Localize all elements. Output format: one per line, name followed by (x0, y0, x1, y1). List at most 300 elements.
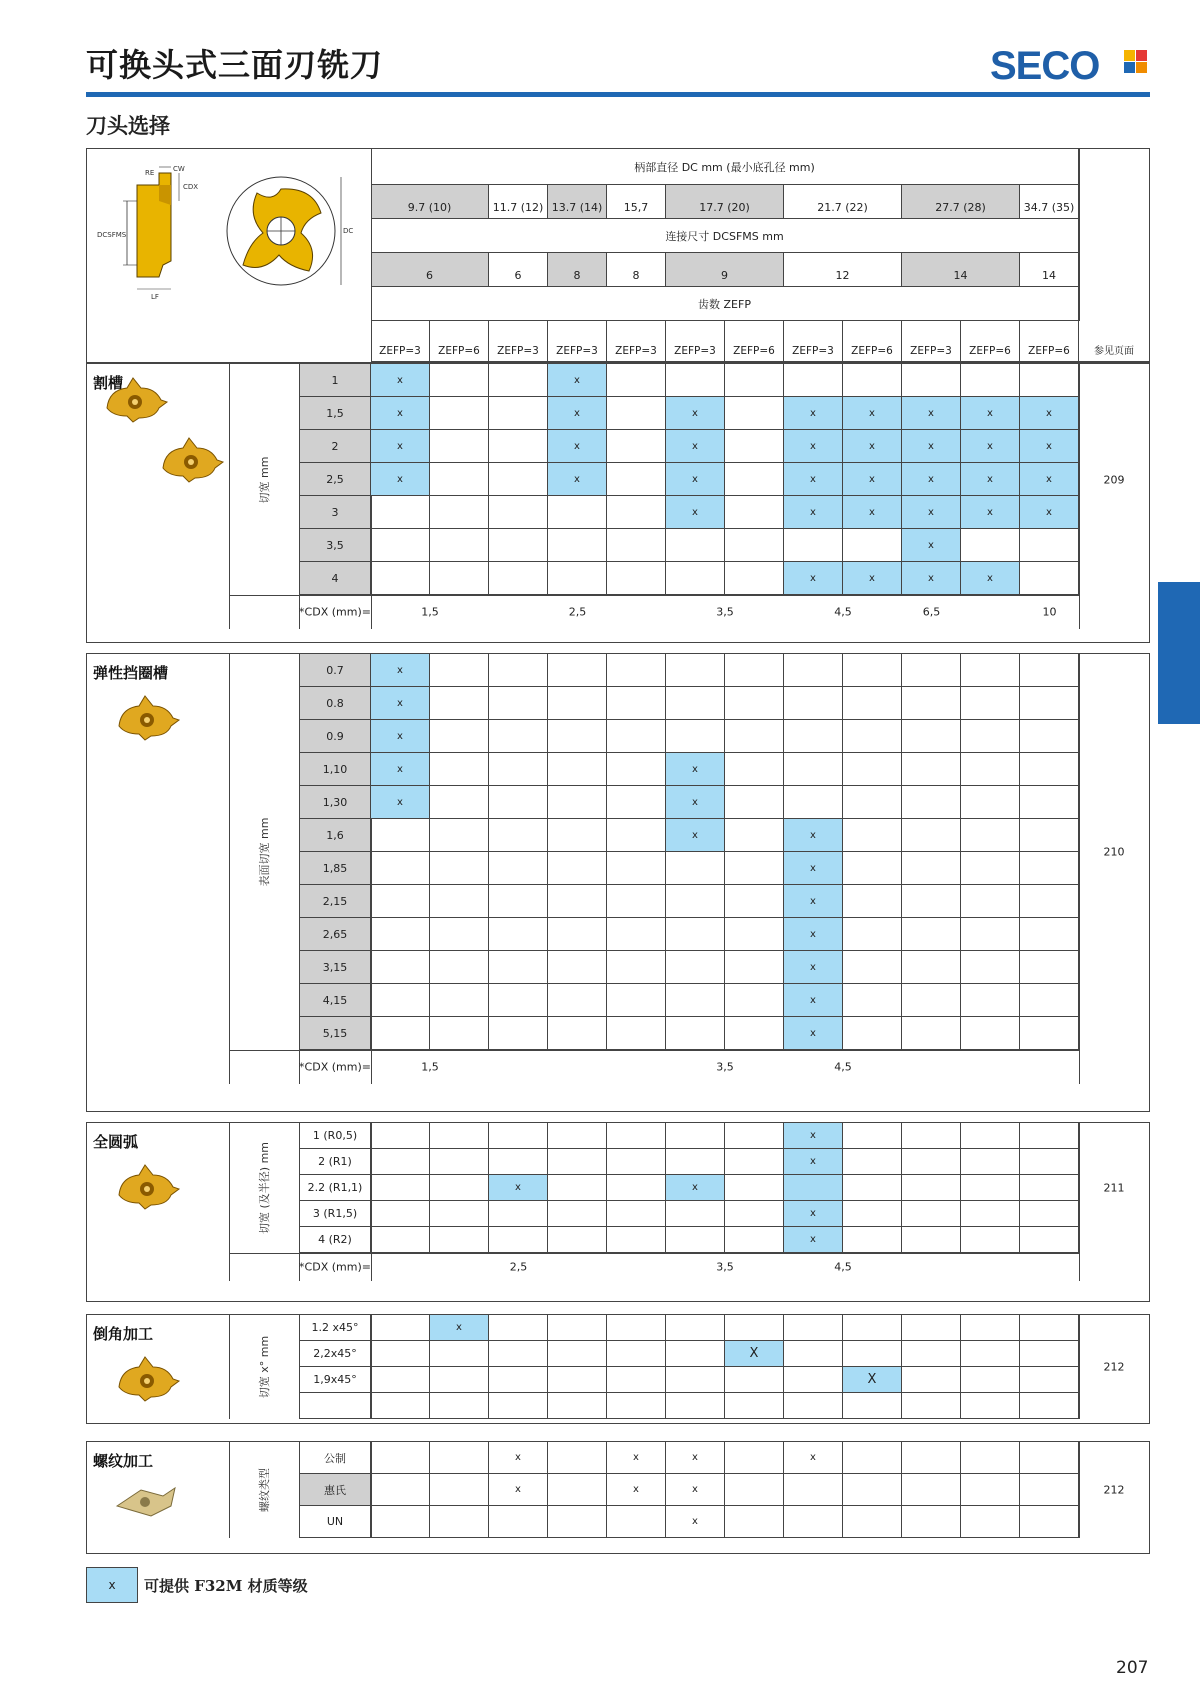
table-cell (961, 1227, 1020, 1253)
table-cell (961, 1474, 1020, 1506)
table-cell (371, 1201, 430, 1227)
table-cell (1020, 918, 1079, 951)
table-cell (371, 1506, 430, 1538)
table-cell (489, 1341, 548, 1367)
table-cell (961, 1442, 1020, 1474)
table-cell (725, 1149, 784, 1175)
section-title: 螺纹加工 (93, 1452, 154, 1470)
row-label: 2,65 (299, 918, 371, 951)
table-cell (902, 654, 961, 687)
zefp-value: ZEFP=3 (371, 321, 430, 362)
cdx-value: 10 (1042, 605, 1057, 619)
row-label: 0.9 (299, 720, 371, 753)
table-cell (607, 1227, 666, 1253)
table-cell: x (548, 463, 607, 496)
table-cell (1020, 687, 1079, 720)
page-reference: 210 (1103, 845, 1125, 859)
section-chamfering (86, 1314, 1150, 1424)
table-cell (430, 1017, 489, 1050)
table-cell: x (784, 430, 843, 463)
table-cell (430, 918, 489, 951)
table-cell (666, 1017, 725, 1050)
table-cell: x (371, 397, 430, 430)
table-cell (548, 1506, 607, 1538)
dc-value: 27.7 (28) (902, 185, 1020, 219)
table-cell: x (902, 397, 961, 430)
table-cell (489, 1227, 548, 1253)
legend-swatch (86, 1567, 138, 1603)
table-cell (548, 1442, 607, 1474)
table-cell: X (725, 1341, 784, 1367)
table-cell (725, 364, 784, 397)
table-cell (843, 364, 902, 397)
row-label: UN (299, 1506, 371, 1538)
table-cell (725, 1367, 784, 1393)
table-cell: x (666, 397, 725, 430)
table-cell: x (784, 984, 843, 1017)
dc-title: 柄部直径 DC mm (最小底孔径 mm) (371, 149, 1079, 185)
table-cell (902, 1315, 961, 1341)
selection-table-header (86, 148, 1150, 363)
table-cell (725, 786, 784, 819)
table-cell (371, 852, 430, 885)
table-cell: x (666, 819, 725, 852)
section-grooving (86, 363, 1150, 643)
zefp-value: ZEFP=6 (430, 321, 489, 362)
cdx-value: 2,5 (568, 605, 587, 619)
table-cell (1020, 1123, 1079, 1149)
zefp-value: ZEFP=3 (489, 321, 548, 362)
table-cell (548, 496, 607, 529)
table-cell (902, 852, 961, 885)
page-col-divider (1079, 149, 1080, 321)
table-cell (843, 1341, 902, 1367)
table-cell (725, 687, 784, 720)
table-cell: x (371, 463, 430, 496)
zefp-value: ZEFP=3 (666, 321, 725, 362)
row-label: 1,85 (299, 852, 371, 885)
table-cell (666, 1393, 725, 1419)
table-cell: x (784, 496, 843, 529)
table-cell (666, 1341, 725, 1367)
table-cell (548, 1367, 607, 1393)
row-label: 0.8 (299, 687, 371, 720)
table-cell (843, 1227, 902, 1253)
table-cell (489, 753, 548, 786)
table-cell (430, 430, 489, 463)
table-cell (489, 687, 548, 720)
table-cell (843, 529, 902, 562)
table-cell (666, 918, 725, 951)
dc-value: 9.7 (10) (371, 185, 489, 219)
table-cell: x (961, 496, 1020, 529)
table-cell (725, 1017, 784, 1050)
dcsfms-value: 6 (489, 253, 548, 287)
table-cell (607, 885, 666, 918)
table-cell (430, 1149, 489, 1175)
table-cell: x (371, 687, 430, 720)
table-cell (784, 364, 843, 397)
table-cell (548, 753, 607, 786)
table-cell (902, 1442, 961, 1474)
table-cell (1020, 951, 1079, 984)
row-label: 1 (R0,5) (299, 1123, 371, 1149)
table-cell: x (666, 463, 725, 496)
dc-value: 34.7 (35) (1020, 185, 1079, 219)
table-cell (607, 984, 666, 1017)
insert-front-drawing (223, 169, 353, 299)
table-cell (548, 562, 607, 595)
table-cell (725, 1201, 784, 1227)
seco-logo: SECO (990, 44, 1100, 88)
table-cell (607, 918, 666, 951)
table-cell (371, 951, 430, 984)
table-cell: x (902, 463, 961, 496)
table-cell (548, 654, 607, 687)
cdx-divider (229, 1050, 1079, 1051)
table-cell (843, 1201, 902, 1227)
table-cell (961, 1123, 1020, 1149)
table-cell: x (1020, 496, 1079, 529)
table-cell (1020, 1367, 1079, 1393)
table-cell (902, 720, 961, 753)
table-cell (1020, 753, 1079, 786)
table-cell (902, 1017, 961, 1050)
table-cell: x (666, 786, 725, 819)
table-cell: x (784, 1227, 843, 1253)
table-cell: x (607, 1442, 666, 1474)
table-cell (1020, 1017, 1079, 1050)
table-cell: x (961, 397, 1020, 430)
table-cell (489, 529, 548, 562)
insert-photo-icon (111, 1353, 181, 1403)
table-cell (961, 1149, 1020, 1175)
table-cell (666, 364, 725, 397)
row-label: 4 (299, 562, 371, 595)
table-cell (725, 1227, 784, 1253)
table-cell (961, 720, 1020, 753)
table-cell (666, 1123, 725, 1149)
table-cell: x (548, 364, 607, 397)
table-cell (548, 786, 607, 819)
table-cell (902, 918, 961, 951)
table-cell: x (666, 496, 725, 529)
table-cell (489, 1201, 548, 1227)
table-cell (489, 720, 548, 753)
page-col-divider (1079, 654, 1080, 1084)
table-cell (430, 984, 489, 1017)
table-cell (1020, 562, 1079, 595)
table-cell: x (666, 1175, 725, 1201)
cdx-value: 4,5 (834, 605, 852, 619)
table-cell (843, 984, 902, 1017)
row-label: 公制 (299, 1442, 371, 1474)
cdx-value: 4,5 (834, 1060, 852, 1074)
table-cell (843, 687, 902, 720)
table-cell (430, 1367, 489, 1393)
table-cell (784, 1341, 843, 1367)
dcsfms-value: 8 (607, 253, 666, 287)
table-cell (430, 753, 489, 786)
cdx-value: 1,5 (421, 1060, 439, 1074)
table-cell (902, 1201, 961, 1227)
table-cell (548, 1341, 607, 1367)
dcsfms-value: 9 (666, 253, 784, 287)
table-cell (1020, 720, 1079, 753)
table-cell (1020, 1149, 1079, 1175)
table-cell (607, 687, 666, 720)
table-cell (666, 529, 725, 562)
table-cell (784, 786, 843, 819)
table-cell (725, 1506, 784, 1538)
table-cell (666, 1149, 725, 1175)
table-cell: x (1020, 463, 1079, 496)
table-cell (607, 1367, 666, 1393)
table-cell (548, 687, 607, 720)
table-cell (902, 753, 961, 786)
table-cell (607, 1506, 666, 1538)
cdx-value: 3,5 (716, 1260, 734, 1274)
table-cell (607, 397, 666, 430)
table-cell (666, 720, 725, 753)
table-cell: x (548, 397, 607, 430)
table-cell (548, 1149, 607, 1175)
table-cell (1020, 1442, 1079, 1474)
table-cell (371, 562, 430, 595)
table-cell (902, 1474, 961, 1506)
table-cell (1020, 1315, 1079, 1341)
table-cell (607, 1315, 666, 1341)
table-cell (961, 1017, 1020, 1050)
table-cell: x (784, 819, 843, 852)
table-cell: x (371, 753, 430, 786)
dcsfms-label: DCSFMS (97, 231, 127, 239)
table-cell (843, 918, 902, 951)
table-cell (607, 529, 666, 562)
table-cell (1020, 1201, 1079, 1227)
table-cell (784, 1175, 843, 1201)
table-cell (430, 1123, 489, 1149)
table-cell (902, 1393, 961, 1419)
table-cell (430, 951, 489, 984)
table-cell: x (371, 364, 430, 397)
zefp-value: ZEFP=3 (902, 321, 961, 362)
table-cell (725, 529, 784, 562)
table-cell (607, 1149, 666, 1175)
table-cell: x (902, 496, 961, 529)
table-cell (725, 654, 784, 687)
dcsfms-value: 12 (784, 253, 902, 287)
table-cell (1020, 1341, 1079, 1367)
cdx-label: CDX (183, 183, 199, 191)
table-cell (489, 397, 548, 430)
table-cell (489, 819, 548, 852)
table-cell (902, 984, 961, 1017)
cdx-label: *CDX (mm)= (299, 605, 371, 619)
table-cell (430, 720, 489, 753)
table-cell (548, 1227, 607, 1253)
table-cell (725, 984, 784, 1017)
page-col-divider (1079, 1442, 1080, 1538)
table-cell (489, 984, 548, 1017)
section-subtitle: 刀头选择 (86, 113, 170, 138)
dcsfms-title: 连接尺寸 DCSFMS mm (371, 219, 1079, 253)
table-cell (902, 819, 961, 852)
table-cell (843, 1315, 902, 1341)
table-cell: x (784, 852, 843, 885)
table-cell (666, 1315, 725, 1341)
row-label: 3,15 (299, 951, 371, 984)
row-label: 1,30 (299, 786, 371, 819)
table-cell (371, 1149, 430, 1175)
table-cell (725, 496, 784, 529)
table-cell (902, 951, 961, 984)
table-cell: x (371, 654, 430, 687)
table-cell (430, 1442, 489, 1474)
table-cell (607, 562, 666, 595)
table-cell (961, 786, 1020, 819)
table-cell (902, 1506, 961, 1538)
table-cell (1020, 819, 1079, 852)
table-cell (489, 1149, 548, 1175)
row-label: 3 (299, 496, 371, 529)
table-cell (548, 1175, 607, 1201)
table-cell (666, 885, 725, 918)
cdx-divider (229, 595, 1079, 596)
table-cell (725, 918, 784, 951)
table-cell (1020, 654, 1079, 687)
table-cell (430, 852, 489, 885)
table-cell: x (784, 1201, 843, 1227)
table-cell (489, 918, 548, 951)
dcsfms-value: 6 (371, 253, 489, 287)
table-cell (961, 852, 1020, 885)
table-cell (548, 819, 607, 852)
table-cell (666, 852, 725, 885)
table-cell: x (666, 1506, 725, 1538)
table-cell (902, 1123, 961, 1149)
table-cell (489, 1315, 548, 1341)
table-cell (961, 984, 1020, 1017)
table-cell: x (902, 529, 961, 562)
page-reference: 212 (1103, 1360, 1125, 1374)
insert-photo-icon (99, 374, 169, 424)
table-cell (548, 918, 607, 951)
row-label: 1,5 (299, 397, 371, 430)
table-cell (725, 1123, 784, 1149)
table-cell (371, 984, 430, 1017)
table-cell: x (489, 1474, 548, 1506)
table-cell (725, 753, 784, 786)
page-col-divider (1079, 1123, 1080, 1281)
axis-label: 切宽 x° mm (258, 1335, 271, 1399)
dc-value: 13.7 (14) (548, 185, 607, 219)
table-cell: x (961, 562, 1020, 595)
table-cell: x (784, 1017, 843, 1050)
table-cell (548, 1201, 607, 1227)
row-label: 1 (299, 364, 371, 397)
table-cell (548, 984, 607, 1017)
table-cell (725, 1315, 784, 1341)
table-cell (902, 364, 961, 397)
table-cell (607, 819, 666, 852)
table-cell (725, 397, 784, 430)
row-label: 2,2x45° (299, 1341, 371, 1367)
cdx-value: 2,5 (509, 1260, 528, 1274)
table-cell (489, 654, 548, 687)
page-reference: 209 (1103, 473, 1125, 486)
insert-photo-icon (111, 1476, 181, 1526)
table-cell (666, 654, 725, 687)
row-label: 惠氏 (299, 1474, 371, 1506)
table-cell (666, 984, 725, 1017)
table-cell (843, 1393, 902, 1419)
zefp-value: ZEFP=3 (607, 321, 666, 362)
row-label: 2 (299, 430, 371, 463)
cdx-value: 3,5 (716, 605, 734, 619)
table-cell (666, 1227, 725, 1253)
table-cell (371, 1474, 430, 1506)
dc-value: 15,7 (607, 185, 666, 219)
table-cell (961, 1341, 1020, 1367)
table-cell (548, 852, 607, 885)
table-cell (430, 1201, 489, 1227)
table-cell (371, 1227, 430, 1253)
table-cell (666, 1367, 725, 1393)
table-cell (371, 1017, 430, 1050)
table-cell (489, 463, 548, 496)
table-cell (548, 1123, 607, 1149)
table-cell (784, 1315, 843, 1341)
table-cell (961, 918, 1020, 951)
page-reference: 212 (1103, 1483, 1125, 1497)
table-cell (607, 654, 666, 687)
table-cell: x (961, 463, 1020, 496)
table-cell (371, 1123, 430, 1149)
table-cell (961, 1506, 1020, 1538)
dcsfms-value: 14 (902, 253, 1020, 287)
table-cell (784, 1474, 843, 1506)
dc-value: 11.7 (12) (489, 185, 548, 219)
row-label: 0.7 (299, 654, 371, 687)
table-cell (784, 654, 843, 687)
column-divider (229, 654, 230, 1084)
table-cell (902, 885, 961, 918)
page-title: 可换头式三面刃铣刀 (86, 46, 384, 84)
table-cell (430, 654, 489, 687)
table-cell (961, 1367, 1020, 1393)
table-cell (961, 1315, 1020, 1341)
table-cell (902, 1175, 961, 1201)
row-label: 2,5 (299, 463, 371, 496)
cdx-value: 4,5 (834, 1260, 852, 1274)
table-cell (430, 1393, 489, 1419)
table-cell (430, 364, 489, 397)
zefp-value: ZEFP=6 (725, 321, 784, 362)
table-cell (1020, 1393, 1079, 1419)
section-title: 倒角加工 (93, 1325, 154, 1343)
zefp-value: ZEFP=3 (784, 321, 843, 362)
table-cell (961, 1175, 1020, 1201)
row-label: 3,5 (299, 529, 371, 562)
table-cell (489, 1393, 548, 1419)
page-number: 207 (1116, 1658, 1149, 1678)
table-cell (902, 1149, 961, 1175)
row-label: 1,6 (299, 819, 371, 852)
table-cell (961, 951, 1020, 984)
table-cell (1020, 529, 1079, 562)
table-cell: x (784, 463, 843, 496)
